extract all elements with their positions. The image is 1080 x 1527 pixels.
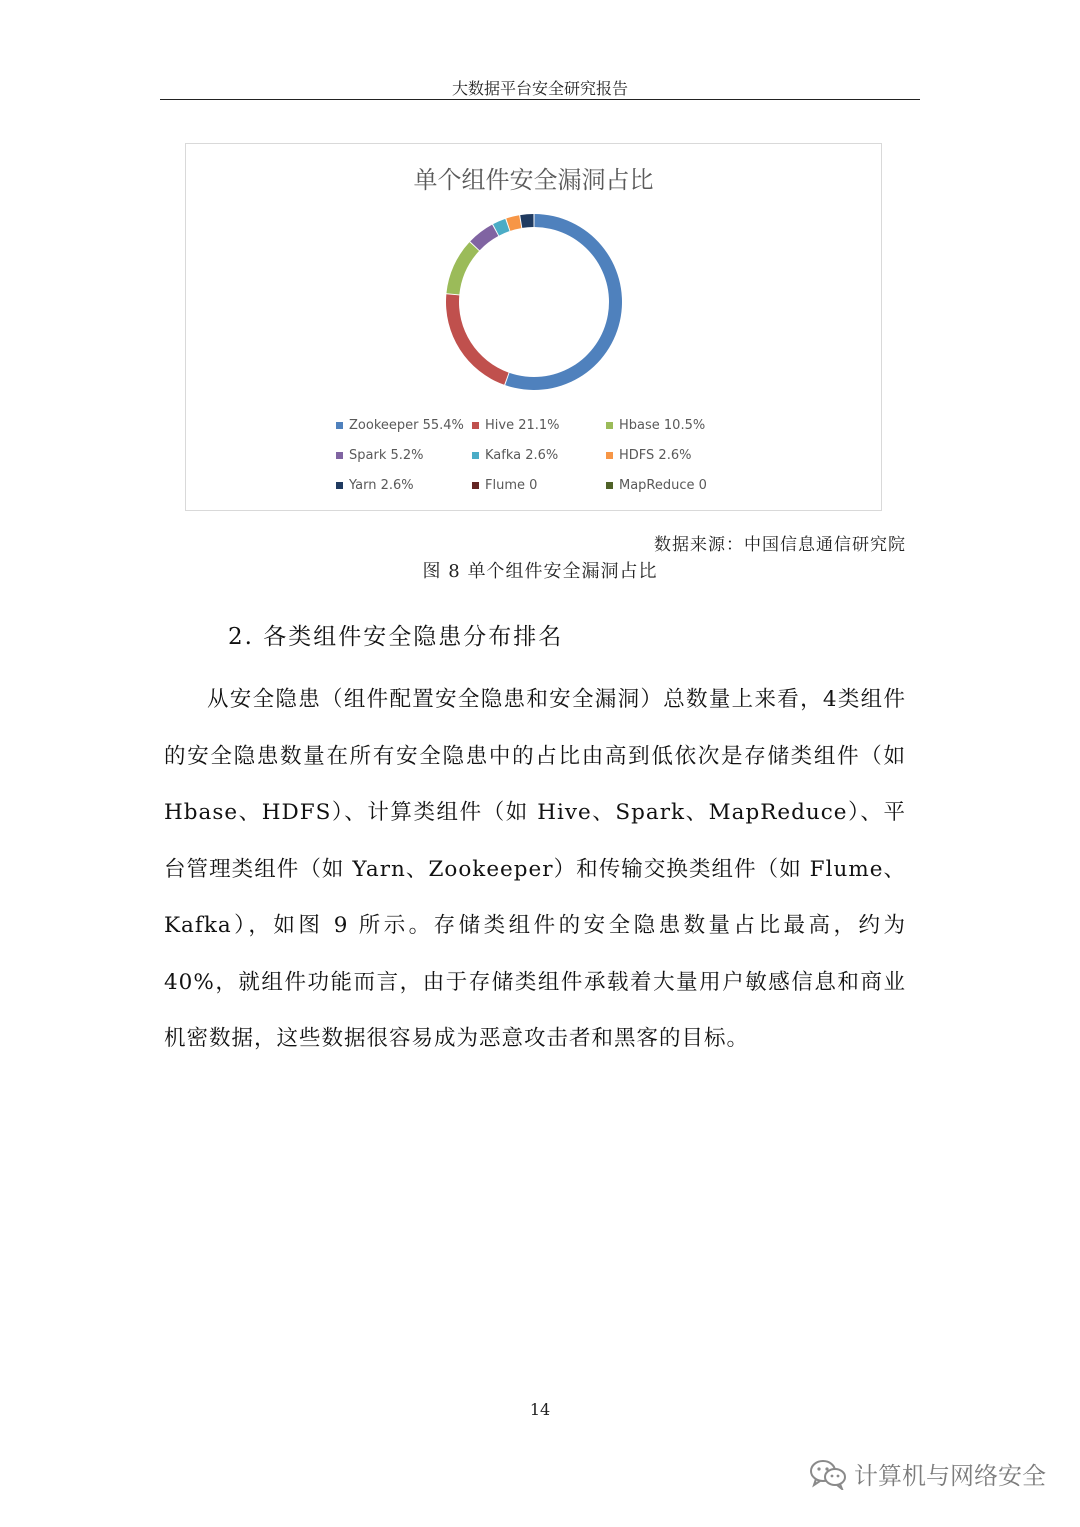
legend-label: Yarn 2.6% xyxy=(349,478,414,493)
donut-slice-spark xyxy=(470,225,498,251)
watermark-text: 计算机与网络安全 xyxy=(854,1462,1046,1490)
wechat-icon xyxy=(808,1458,848,1490)
legend-label: Hbase 10.5% xyxy=(619,418,706,433)
legend-swatch xyxy=(472,482,479,489)
legend-label: Kafka 2.6% xyxy=(485,448,559,463)
legend-swatch xyxy=(606,452,613,459)
legend-label: Flume 0 xyxy=(485,478,538,493)
legend-item-mapreduce xyxy=(606,478,707,493)
data-source-note: 数据来源：中国信息通信研究院 xyxy=(654,535,906,555)
legend-item-kafka xyxy=(472,448,558,463)
donut-chart xyxy=(186,144,883,414)
legend-item-zookeeper xyxy=(336,418,464,433)
donut-slice-yarn xyxy=(520,214,533,228)
legend-item-flume xyxy=(472,478,537,493)
legend-item-hbase xyxy=(606,418,705,433)
legend-item-hive xyxy=(472,418,560,433)
donut-slice-zookeeper xyxy=(505,214,622,390)
section-heading: 2. 各类组件安全隐患分布排名 xyxy=(228,624,564,650)
watermark xyxy=(808,1456,1046,1491)
legend-label: Zookeeper 55.4% xyxy=(349,418,464,433)
body-paragraph: 从安全隐患（组件配置安全隐患和安全漏洞）总数量上来看，4类组件的安全隐患数量在所有安全隐患中的占比由高到低依次是存储类组件（如 Hbase、HDFS）、计算类组件（如 Hive、Spark、MapReduce）、平台管理类组件（如 Yarn、Zookeeper）和传输交换类组件（如 Flume、Kafka），如图 9 所示。存储类组件的安全隐患数量占比最高，约为 40%，就组件功能而言，由于存储类组件承载着大量用户敏感信息和商业机密数据，这些数据很容易成为恶意攻击者和黑客的目标。 xyxy=(164,687,906,1051)
header-rule xyxy=(160,99,920,100)
legend-swatch xyxy=(472,452,479,459)
legend-item-hdfs xyxy=(606,448,691,463)
chart-title: 单个组件安全漏洞占比 xyxy=(413,166,654,194)
legend-swatch xyxy=(606,482,613,489)
chart-frame xyxy=(185,143,882,511)
legend-swatch xyxy=(472,422,479,429)
legend-label: MapReduce 0 xyxy=(619,478,707,493)
donut-slice-hive xyxy=(446,294,509,385)
legend-swatch xyxy=(336,422,343,429)
legend-swatch xyxy=(606,422,613,429)
figure-caption: 图 8 单个组件安全漏洞占比 xyxy=(422,561,658,582)
legend-label: HDFS 2.6% xyxy=(619,448,692,463)
legend-label: Hive 21.1% xyxy=(485,418,560,433)
donut-slice-hbase xyxy=(446,242,479,294)
legend-label: Spark 5.2% xyxy=(349,448,424,463)
running-header: 大数据平台安全研究报告 xyxy=(451,79,628,98)
page-number: 14 xyxy=(529,1400,551,1419)
legend-swatch xyxy=(336,482,343,489)
legend-item-yarn xyxy=(336,478,414,493)
legend-swatch xyxy=(336,452,343,459)
legend-item-spark xyxy=(336,448,424,463)
